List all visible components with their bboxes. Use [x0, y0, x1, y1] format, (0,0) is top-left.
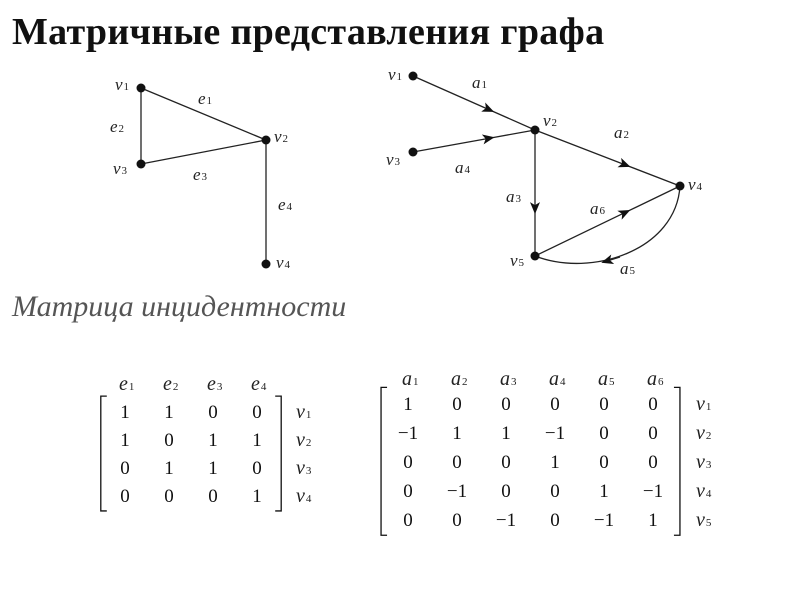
a1-label: a1 — [472, 73, 487, 92]
arc-a2 — [535, 130, 680, 186]
v5-label: v5 — [696, 509, 712, 531]
v4-label: v4 — [696, 480, 712, 502]
v3-label: v3 — [296, 457, 312, 479]
matrix-cell: 0 — [501, 452, 511, 473]
a4-label: a4 — [455, 158, 470, 177]
incidence-matrix-undirected — [101, 373, 312, 511]
matrix-cell: −1 — [544, 423, 566, 444]
v1-label: v1 — [388, 65, 403, 84]
e4-label: e4 — [278, 195, 293, 214]
v3-label: v3 — [113, 159, 128, 178]
right-bracket — [674, 387, 680, 535]
v2-label: v2 — [543, 111, 558, 130]
directed-graph — [386, 65, 703, 278]
matrix-cell: 0 — [501, 394, 511, 415]
matrix-cell: −1 — [495, 510, 517, 531]
e3-label: e3 — [207, 373, 223, 395]
vertex-v5 — [531, 252, 540, 261]
incidence-matrix-directed — [381, 368, 712, 535]
vertex-v2 — [531, 126, 540, 135]
matrix-cell: 1 — [599, 481, 609, 502]
matrix-cell: 0 — [648, 452, 658, 473]
arc-a4 — [413, 130, 535, 152]
matrix-cell: 0 — [120, 458, 130, 479]
matrix-cell: 1 — [208, 430, 218, 451]
e3-label: e3 — [193, 165, 208, 184]
matrix-cell: 1 — [648, 510, 658, 531]
matrix-cell: 1 — [120, 402, 130, 423]
a1-label: a1 — [402, 368, 419, 390]
e1-label: e1 — [198, 89, 213, 108]
matrix-cell: 0 — [164, 486, 174, 507]
v4-label: v4 — [688, 175, 703, 194]
matrix-cell: 1 — [164, 458, 174, 479]
matrix-cell: −1 — [446, 481, 468, 502]
arc-a5 — [535, 186, 680, 263]
matrix-cell: 0 — [452, 394, 462, 415]
matrix-cell: −1 — [593, 510, 615, 531]
a3-label: a3 — [500, 368, 517, 390]
matrix-cell: 0 — [252, 402, 262, 423]
vertex-v2 — [262, 136, 271, 145]
matrix-cell: 0 — [599, 394, 609, 415]
matrix-cell: 0 — [164, 430, 174, 451]
v2-label: v2 — [274, 127, 289, 146]
right-bracket — [275, 396, 281, 511]
v4-label: v4 — [296, 485, 312, 507]
matrix-cell: 0 — [452, 510, 462, 531]
matrix-cell: −1 — [397, 423, 419, 444]
matrix-cell: 0 — [403, 452, 413, 473]
vertex-v3 — [409, 148, 418, 157]
e2-label: e2 — [110, 117, 125, 136]
left-bracket — [101, 396, 107, 511]
edge-e3 — [141, 140, 266, 164]
matrix-cell: 0 — [648, 394, 658, 415]
vertex-v3 — [137, 160, 146, 169]
vertex-v1 — [137, 84, 146, 93]
a3-label: a3 — [506, 187, 521, 206]
undirected-graph — [110, 75, 293, 272]
matrix-cell: 0 — [599, 423, 609, 444]
e1-label: e1 — [119, 373, 135, 395]
a4-label: a4 — [549, 368, 566, 390]
matrix-cell: 1 — [550, 452, 560, 473]
left-bracket — [381, 387, 387, 535]
matrix-cell: 1 — [120, 430, 130, 451]
a2-label: a2 — [451, 368, 468, 390]
matrix-cell: 0 — [403, 481, 413, 502]
matrix-cell: −1 — [642, 481, 664, 502]
arc-a6 — [535, 186, 680, 256]
v3-label: v3 — [386, 150, 401, 169]
a5-label: a5 — [598, 368, 615, 390]
vertex-v4 — [676, 182, 685, 191]
page-title: Матричные представления графа — [12, 11, 605, 53]
matrix-cell: 0 — [599, 452, 609, 473]
matrix-cell: 0 — [501, 481, 511, 502]
v2-label: v2 — [696, 422, 712, 444]
section-subtitle: Матрица инцидентности — [12, 290, 347, 323]
v5-label: v5 — [510, 251, 525, 270]
v4-label: v4 — [276, 253, 291, 272]
matrix-cell: 1 — [403, 394, 413, 415]
a6-label: a6 — [590, 199, 605, 218]
matrix-cell: 0 — [452, 452, 462, 473]
v2-label: v2 — [296, 429, 312, 451]
matrix-cell: 1 — [164, 402, 174, 423]
a5-label: a5 — [620, 259, 635, 278]
matrix-cell: 0 — [208, 402, 218, 423]
matrix-cell: 0 — [252, 458, 262, 479]
matrix-cell: 0 — [120, 486, 130, 507]
vertex-v4 — [262, 260, 271, 269]
v1-label: v1 — [296, 401, 312, 423]
matrix-cell: 1 — [452, 423, 462, 444]
matrix-cell: 1 — [252, 430, 262, 451]
matrix-cell: 1 — [208, 458, 218, 479]
matrix-cell: 1 — [501, 423, 511, 444]
v1-label: v1 — [115, 75, 130, 94]
e4-label: e4 — [251, 373, 267, 395]
matrix-cell: 0 — [550, 510, 560, 531]
matrix-cell: 0 — [648, 423, 658, 444]
matrix-cell: 1 — [252, 486, 262, 507]
matrix-cell: 0 — [550, 481, 560, 502]
matrix-cell: 0 — [550, 394, 560, 415]
matrix-cell: 0 — [403, 510, 413, 531]
a6-label: a6 — [647, 368, 664, 390]
a2-label: a2 — [614, 123, 629, 142]
e2-label: e2 — [163, 373, 179, 395]
matrix-cell: 0 — [208, 486, 218, 507]
v3-label: v3 — [696, 451, 712, 473]
vertex-v1 — [409, 72, 418, 81]
v1-label: v1 — [696, 393, 712, 415]
